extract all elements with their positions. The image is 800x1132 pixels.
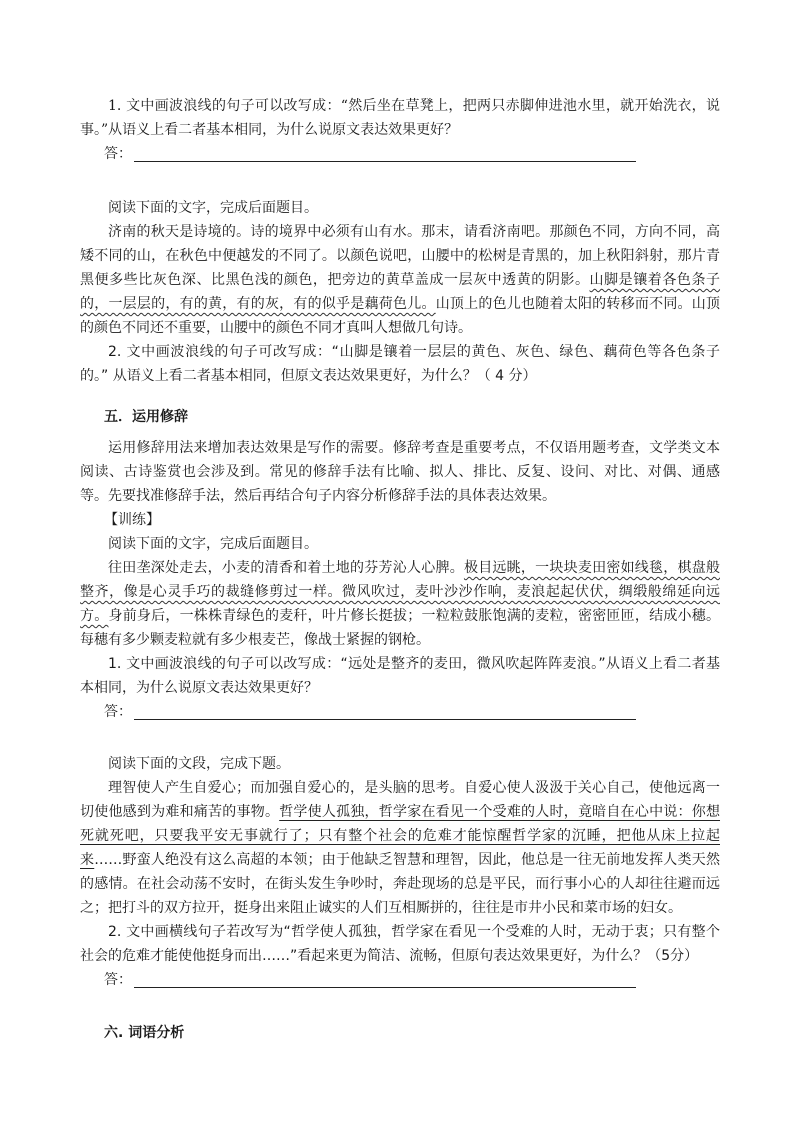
answer-line[interactable] (134, 987, 636, 988)
answer-line[interactable] (134, 161, 636, 162)
question-wheat: 1. 文中画波浪线的句子可以改写成：“远处是整齐的麦田，微风吹起阵阵麦浪。”从语义上看二者基本相同，为什么说原文表达效果更好？ (80, 656, 720, 696)
passage-jinan (80, 220, 720, 340)
question-jinan: 2. 文中画波浪线的句子可改写成：“山脚是镶着一层层的黄色、灰色、绿色、藕荷色等各色条子的。” 从语义上看二者基本相同，但原文表达效果更好，为什么？（ 4 分） (80, 344, 720, 384)
passage-wheat-text-before: 往田垄深处走去，小麦的清香和着土地的芬芳沁人心脾。 (108, 560, 464, 576)
question-reason: 2. 文中画横线句子若改写为“哲学使人孤独，哲学家在看见一个受难的人时，无动于衷；只有整个社会的危难才能使他挺身而出……”看起来更为简洁、流畅，但原句表达效果更好，为什么？（5分） (80, 924, 720, 964)
passage-reason-text-before: 理智使人产生自爱心；而加强自爱心的，是头脑的思考。自爱心使人汲汲于关心自己，使他远离一切使他感到为难和痛苦的事物。 (80, 780, 720, 820)
passage-wheat (80, 556, 720, 652)
training-label: 【训练】 (104, 512, 160, 528)
answer-label: 答： (104, 704, 132, 720)
passage-jinan-text-after: 山顶上的色儿也随着太阳的转移而不同。山顶的颜色不同还不重要，山腰中的颜色不同才真叫人想做几句诗。 (80, 296, 721, 336)
section5-title: 五．运用修辞 (104, 409, 188, 425)
section5-intro: 运用修辞用法来增加表达效果是写作的需要。修辞考查是重要考点，不仅语用题考查，文学类文本阅读、古诗鉴赏也会涉及到。常见的修辞手法有比喻、拟人、排比、反复、设问、对比、对偶、通感等。先要找准修辞手法，然后再结合句子内容分析修辞手法的具体表达效果。 (80, 440, 720, 504)
passage-jinan-text-before: 济南的秋天是诗境的。诗的境界中必须有山有水。那末，请看济南吧。那颜色不同，方向不同，高矮不同的山，在秋色中便越发的不同了。以颜色说吧，山腰中的松树是青黑的，加上秋阳斜射，那片青黑便多些比灰色深、比黑色浅的颜色，把旁边的黄草盖成一层灰中透黄的阴影。 (80, 224, 720, 288)
underlined-sentence-reason: 哲学使人孤独，哲学家在看见一个受难的人时，竟暗自在心中说：你想死就死吧，只要我平安无事就行了；只有整个社会的危难才能惊醒哲学家的沉睡，把他从床上拉起来 (80, 804, 721, 868)
wavy-sentence-jinan: 山脚是镶着各色条子的，一层层的，有的黄，有的灰，有的似乎是藕荷色儿。 (80, 272, 721, 312)
passage-wheat-text-after: 身前身后，一株株青绿色的麦秆，叶片修长挺拔；一粒粒鼓胀饱满的麦粒，密密匝匝，结成小穗。每穗有多少颗麦粒就有多少根麦芒，像战士紧握的钢枪。 (80, 608, 721, 648)
instruction-jinan: 阅读下面的文字，完成后面题目。 (108, 200, 318, 216)
passage-reason-text-after: ……野蛮人绝没有这么高超的本领；由于他缺乏智慧和理智，因此，他总是一往无前地发挥人类天然的感情。在社会动荡不安时，在街头发生争吵时，奔赴现场的总是平民，而行事小心的人却往往避而远之；把打斗的双方拉开，挺身出来阻止诚实的人们互相厮拼的，往往是市井小民和菜市场的妇女。 (80, 852, 720, 916)
answer-label: 答： (104, 972, 132, 988)
section6-title: 六. 词语分析 (104, 1025, 185, 1041)
wavy-sentence-wheat: 极目远眺，一块块麦田密如线毯，棋盘般整齐，像是心灵手巧的裁缝修剪过一样。微风吹过，麦叶沙沙作响，麦浪起起伏伏，绸缎般绵延向远方。 (80, 560, 720, 624)
answer-line[interactable] (134, 719, 636, 720)
passage-reason (80, 776, 720, 920)
instruction-wheat: 阅读下面的文字，完成后面题目。 (108, 536, 318, 552)
answer-label: 答： (104, 146, 132, 162)
instruction-reason: 阅读下面的文段，完成下题。 (108, 756, 290, 772)
question-washing: 1. 文中画波浪线的句子可以改写成：“然后坐在草凳上，把两只赤脚伸进池水里，就开始洗衣，说事。”从语义上看二者基本相同，为什么说原文表达效果更好？ (80, 98, 720, 138)
